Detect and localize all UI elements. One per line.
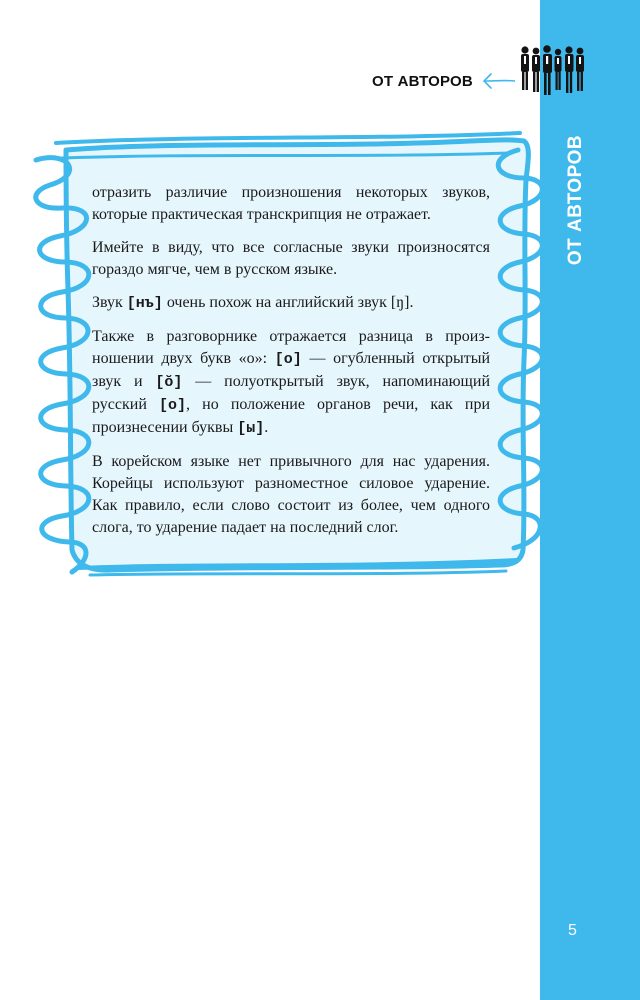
paragraph-2: Имейте в виду, что все согласные звуки произносятся гораздо мягче, чем в русском языке.: [92, 239, 490, 278]
content-text: [92, 182, 490, 550]
paragraph-4-text-2: — огубленный открытый звук и: [92, 350, 491, 390]
transcription-y: [ы]: [237, 420, 265, 437]
side-section-title-text: ОТ АВТОРОВ: [565, 134, 586, 266]
paragraph-3-text-2: очень похож на английский звук [ŋ].: [162, 294, 414, 311]
transcription-o-russian: [о]: [159, 397, 187, 414]
transcription-o-breve: [ŏ]: [155, 374, 183, 391]
transcription-o: [о]: [274, 351, 302, 368]
paragraph-4: [92, 326, 490, 440]
section-header-title: ОТ АВТОРОВ: [372, 73, 473, 90]
paragraph-4-text-3: — полуоткрытый звук, напоминающий русский: [92, 373, 490, 413]
paragraph-4-text-4: , но положение органов речи, как при произнесении буквы: [92, 396, 491, 436]
paragraph-4-text-1: Также в разговорнике отражается разница в произношении двух букв «о»:: [92, 328, 490, 367]
paragraph-3-text-1: Звук: [92, 294, 127, 311]
transcription-nъ: [нъ]: [126, 295, 163, 312]
paragraph-4-text-5: .: [264, 419, 269, 436]
paragraph-5: В корейском языке нет привычного для нас ударения. Корейцы используют разноместное силовое ударение. Как правило, если слово состоит из более, чем одного слога, то ударение падает на последний слог.: [92, 453, 490, 536]
paragraph-1: отразить различие произношения некоторых звуков, которые практическая транскрипция не отражает.: [92, 184, 490, 223]
paragraph-3: [92, 292, 490, 315]
page-number: 5: [568, 922, 577, 939]
